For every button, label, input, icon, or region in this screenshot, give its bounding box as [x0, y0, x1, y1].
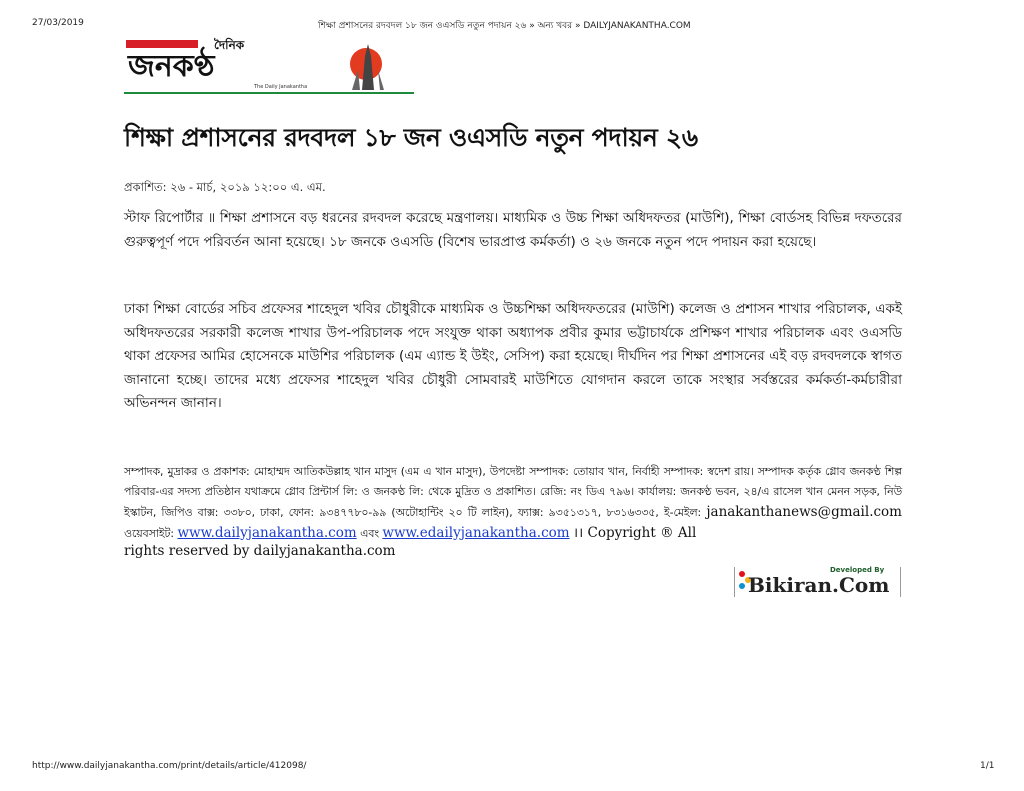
- logo-dot-red: [739, 571, 745, 577]
- logo-tagline: The Daily Janakantha: [254, 84, 308, 90]
- publish-date: প্রকাশিত: ২৬ - মার্চ, ২০১৯ ১২:০০ এ. এম.: [124, 180, 326, 194]
- logo-dot-blue: [739, 583, 745, 589]
- badge-divider-left: [734, 567, 735, 597]
- footer-imprint: [124, 462, 902, 544]
- website-label: ওয়েবসাইট:: [124, 527, 175, 540]
- badge-divider-right: [900, 567, 901, 597]
- print-date: 27/03/2019: [32, 18, 84, 28]
- article-paragraph-2: ঢাকা শিক্ষা বোর্ডের সচিব প্রফেসর শাহেদুল খবির চৌধুরীকে মাধ্যমিক ও উচ্চশিক্ষা অধিদফতরের (মাউশি) কলেজ ও প্রশাসন শাখার পরিচালক, একই অধিদফতরের সরকারী কলেজ শাখার উপ-পরিচালক পদে সংযুক্ত থাকা অধ্যাপক প্রবীর কুমার ভট্টাচার্যকে প্রশিক্ষণ শাখার পরিচালক এবং ওএসডি থাকা প্রফেসর আমির হোসেনকে মাউশির পরিচালক (এম এ্যান্ড ই উইং, সেসিপ) করা হয়েছে। দীর্ঘদিন পর শিক্ষা প্রশাসনের এই বড় রদবদলকে স্বাগত জানানো হচ্ছে। তাদের মধ্যে প্রফেসর শাহেদুল খবির চৌধুরী সোমবারই মাউশিতে যোগদান করলে তাকে সংস্থার সর্বস্তরের কর্মকর্তা-কর্মচারীরা অভিনন্দন জানান।: [124, 301, 902, 411]
- logo-graphic: [124, 36, 414, 96]
- website-link-daily[interactable]: www.dailyjanakantha.com: [177, 525, 357, 541]
- website-link-edaily[interactable]: www.edailyjanakantha.com: [382, 525, 570, 541]
- logo-top-tag: দৈনিক: [214, 38, 245, 52]
- imprint-text: সম্পাদক, মুদ্রাকর ও প্রকাশক: মোহাম্মদ আতিকউল্লাহ খান মাসুদ (এম এ খান মাসুদ), উপদেষ্টা সম্পাদক: তোয়াব খান, নির্বাহী সম্পাদক: স্বদেশ রায়। সম্পাদক কর্তৃক গ্লোব জনকণ্ঠ শিল্প পরিবার-এর সদস্য প্রতিষ্ঠান যথাক্রমে গ্লোব প্রিন্টার্স লি: ও জনকণ্ঠ লি: থেকে মুদ্রিত ও প্রকাশিত। রেজি: নং ডিএ ৭৯৬। কার্যালয়: জনকণ্ঠ ভবন, ২৪/এ রাসেল খান মেনন সড়ক, নিউ ইস্কাটন, জিপিও বাক্স: ৩৩৮০, ঢাকা, ফোন: ৯৩৪৭৭৮০-৯৯ (অটোহান্টিং ২০ টি লাইন), ফ্যাক্স: ৯৩৫১৩১৭, ৮৩১৬৩৩৫, ই-মেইল:: [124, 465, 902, 519]
- contact-email: janakanthanews@gmail.com: [706, 504, 902, 520]
- and-word: এবং: [360, 527, 379, 540]
- developed-by-label: Developed By: [830, 566, 885, 574]
- page-url: http://www.dailyjanakantha.com/print/details/article/412098/: [32, 761, 307, 771]
- logo-name: জনকণ্ঠ: [128, 49, 215, 84]
- print-title: শিক্ষা প্রশাসনের রদবদল ১৮ জন ওএসডি নতুন পদায়ন ২৬ » অন্য খবর » DAILYJANAKANTHA.COM: [318, 21, 691, 31]
- rights-credit: rights reserved by dailyjanakantha.com: [124, 543, 396, 559]
- janakantha-logo[interactable]: [124, 36, 414, 96]
- article-paragraph-1: স্টাফ রিপোর্টার ॥ শিক্ষা প্রশাসনে বড় ধরনের রদবদল করেছে মন্ত্রণালয়। মাধ্যমিক ও উচ্চ শিক্ষা অধিদফতর (মাউশি), শিক্ষা বোর্ডসহ বিভিন্ন দফতরের গুরুত্বপূর্ণ পদে পরিবর্তন আনা হয়েছে। ১৮ জনকে ওএসডি (বিশেষ ভারপ্রাপ্ত কর্মকর্তা) ও ২৬ জনকে নতুন পদে পদায়ন করা হয়েছে।: [124, 210, 902, 250]
- developer-name: Bikiran.Com: [748, 573, 890, 597]
- developer-badge[interactable]: [734, 565, 902, 599]
- article-headline: শিক্ষা প্রশাসনের রদবদল ১৮ জন ওএসডি নতুন পদায়ন ২৬: [124, 123, 698, 152]
- page-number: 1/1: [980, 761, 995, 771]
- copyright-text: ।। Copyright ® All: [573, 525, 697, 541]
- logo-green-rule: [124, 92, 414, 94]
- logo-red-band: [126, 40, 198, 48]
